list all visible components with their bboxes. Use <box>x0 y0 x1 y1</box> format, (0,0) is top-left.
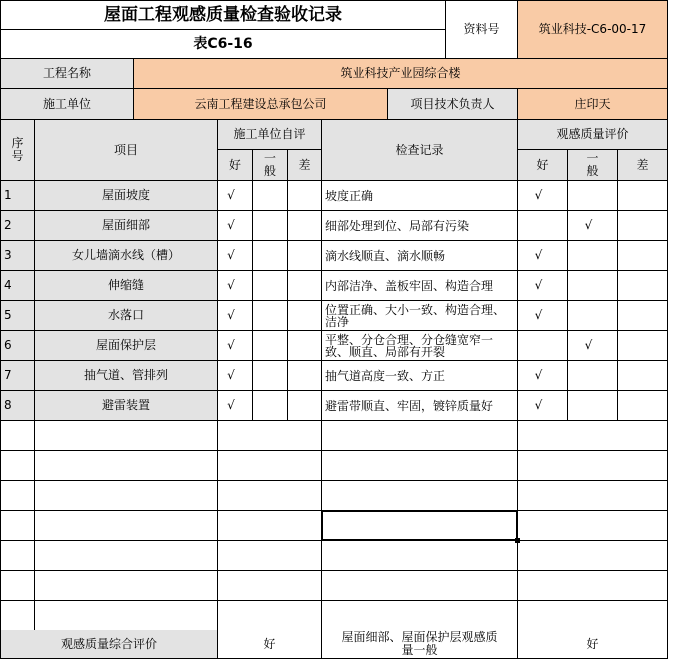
overall-eval-label: 观感质量综合评价 <box>0 630 218 659</box>
col-self-poor: 差 <box>288 150 322 181</box>
empty-cell[interactable] <box>218 571 322 601</box>
row-self-good[interactable]: √ <box>218 391 253 421</box>
row-record[interactable]: 内部洁净、盖板牢固、构造合理 <box>322 271 518 301</box>
empty-cell[interactable] <box>0 511 35 541</box>
empty-cell[interactable] <box>0 601 35 631</box>
row-quality-general[interactable] <box>568 391 618 421</box>
row-quality-good[interactable]: √ <box>518 301 568 331</box>
col-self-eval-header: 施工单位自评 <box>218 120 322 150</box>
empty-cell[interactable] <box>518 601 668 631</box>
empty-cell[interactable] <box>218 421 322 451</box>
row-quality-good[interactable]: √ <box>518 391 568 421</box>
row-item: 避雷装置 <box>35 391 218 421</box>
row-seq: 8 <box>0 391 35 421</box>
empty-cell[interactable] <box>322 481 518 511</box>
selected-cell[interactable] <box>321 510 518 541</box>
contractor-value[interactable]: 云南工程建设总承包公司 <box>134 89 388 120</box>
empty-cell[interactable] <box>0 481 35 511</box>
row-quality-general[interactable]: √ <box>568 211 618 241</box>
empty-cell[interactable] <box>518 511 668 541</box>
row-self-general[interactable] <box>253 271 288 301</box>
col-item-header: 项目 <box>35 120 218 181</box>
row-self-poor[interactable] <box>288 331 322 361</box>
col-quality-general: 一 般 <box>568 150 618 181</box>
overall-self-result[interactable]: 好 <box>218 630 322 659</box>
col-quality-eval-header: 观感质量评价 <box>518 120 668 150</box>
contractor-label: 施工单位 <box>0 89 134 120</box>
empty-cell[interactable] <box>518 571 668 601</box>
empty-cell[interactable] <box>218 451 322 481</box>
row-self-general[interactable] <box>253 361 288 391</box>
project-name-label: 工程名称 <box>0 59 134 89</box>
form-title: 屋面工程观感质量检查验收记录 <box>0 0 446 30</box>
empty-cell[interactable] <box>518 541 668 571</box>
row-seq: 6 <box>0 331 35 361</box>
row-quality-poor[interactable] <box>618 301 668 331</box>
row-self-poor[interactable] <box>288 271 322 301</box>
row-quality-good[interactable]: √ <box>518 241 568 271</box>
row-quality-general[interactable] <box>568 301 618 331</box>
row-self-good[interactable]: √ <box>218 211 253 241</box>
empty-cell[interactable] <box>35 511 218 541</box>
row-item: 伸缩缝 <box>35 271 218 301</box>
empty-cell[interactable] <box>518 421 668 451</box>
col-record-header: 检查记录 <box>322 120 518 181</box>
empty-cell[interactable] <box>322 421 518 451</box>
row-self-general[interactable] <box>253 391 288 421</box>
row-self-poor[interactable] <box>288 391 322 421</box>
row-quality-good[interactable]: √ <box>518 271 568 301</box>
row-quality-general[interactable]: √ <box>568 331 618 361</box>
row-quality-good[interactable] <box>518 331 568 361</box>
row-item: 屋面细部 <box>35 211 218 241</box>
empty-cell[interactable] <box>218 541 322 571</box>
row-record[interactable]: 位置正确、大小一致、构造合理、洁净 <box>322 301 518 331</box>
row-seq: 1 <box>0 181 35 211</box>
row-self-good[interactable]: √ <box>218 181 253 211</box>
row-self-good[interactable]: √ <box>218 331 253 361</box>
row-quality-good[interactable]: √ <box>518 361 568 391</box>
row-self-general[interactable] <box>253 181 288 211</box>
row-self-general[interactable] <box>253 301 288 331</box>
empty-cell[interactable] <box>35 601 218 631</box>
empty-cell[interactable] <box>518 451 668 481</box>
row-record[interactable]: 平整、分仓合理、分仓缝宽窄一致、顺直、局部有开裂 <box>322 331 518 361</box>
row-record[interactable]: 细部处理到位、局部有污染 <box>322 211 518 241</box>
row-quality-poor[interactable] <box>618 271 668 301</box>
project-name-value[interactable]: 筑业科技产业园综合楼 <box>134 59 668 89</box>
doc-no-value[interactable]: 筑业科技-C6-00-17 <box>518 0 668 59</box>
empty-cell[interactable] <box>218 601 322 631</box>
row-quality-good[interactable]: √ <box>518 181 568 211</box>
empty-cell[interactable] <box>0 571 35 601</box>
empty-cell[interactable] <box>35 541 218 571</box>
row-quality-good[interactable] <box>518 211 568 241</box>
empty-cell[interactable] <box>322 571 518 601</box>
col-quality-poor: 差 <box>618 150 668 181</box>
empty-cell[interactable] <box>218 511 322 541</box>
empty-cell[interactable] <box>518 481 668 511</box>
empty-cell[interactable] <box>35 481 218 511</box>
row-self-general[interactable] <box>253 211 288 241</box>
row-quality-general[interactable] <box>568 361 618 391</box>
row-record[interactable]: 滴水线顺直、滴水顺畅 <box>322 241 518 271</box>
row-self-poor[interactable] <box>288 181 322 211</box>
row-self-good[interactable]: √ <box>218 271 253 301</box>
row-self-poor[interactable] <box>288 211 322 241</box>
row-seq: 7 <box>0 361 35 391</box>
row-quality-general[interactable] <box>568 271 618 301</box>
row-self-general[interactable] <box>253 241 288 271</box>
row-seq: 4 <box>0 271 35 301</box>
table-number: 表C6-16 <box>0 30 446 59</box>
row-record[interactable]: 抽气道高度一致、方正 <box>322 361 518 391</box>
empty-cell[interactable] <box>322 601 518 631</box>
row-self-good[interactable]: √ <box>218 241 253 271</box>
empty-cell[interactable] <box>0 541 35 571</box>
empty-cell[interactable] <box>322 541 518 571</box>
tech-lead-label: 项目技术负责人 <box>388 89 518 120</box>
row-self-good[interactable]: √ <box>218 301 253 331</box>
row-seq: 2 <box>0 211 35 241</box>
row-record[interactable]: 坡度正确 <box>322 181 518 211</box>
row-record[interactable]: 避雷带顺直、牢固，镀锌质量好 <box>322 391 518 421</box>
overall-record[interactable]: 屋面细部、屋面保护层观感质量一般 <box>322 630 518 659</box>
empty-cell[interactable] <box>0 421 35 451</box>
empty-cell[interactable] <box>0 451 35 481</box>
row-self-poor[interactable] <box>288 361 322 391</box>
row-self-poor[interactable] <box>288 241 322 271</box>
empty-cell[interactable] <box>35 451 218 481</box>
row-quality-poor[interactable] <box>618 241 668 271</box>
row-self-general[interactable] <box>253 331 288 361</box>
tech-lead-value[interactable]: 庄印天 <box>518 89 668 120</box>
row-quality-poor[interactable] <box>618 181 668 211</box>
col-seq-header: 序 号 <box>0 120 35 181</box>
row-self-good[interactable]: √ <box>218 361 253 391</box>
empty-cell[interactable] <box>322 451 518 481</box>
row-quality-poor[interactable] <box>618 361 668 391</box>
overall-quality-result[interactable]: 好 <box>518 630 668 659</box>
row-quality-poor[interactable] <box>618 331 668 361</box>
row-seq: 3 <box>0 241 35 271</box>
row-item: 屋面保护层 <box>35 331 218 361</box>
doc-no-label: 资料号 <box>446 0 518 59</box>
col-quality-good: 好 <box>518 150 568 181</box>
col-self-general: 一 般 <box>253 150 288 181</box>
row-item: 水落口 <box>35 301 218 331</box>
col-self-good: 好 <box>218 150 253 181</box>
row-seq: 5 <box>0 301 35 331</box>
row-quality-general[interactable] <box>568 181 618 211</box>
empty-cell[interactable] <box>35 571 218 601</box>
row-item: 抽气道、管排列 <box>35 361 218 391</box>
row-item: 屋面坡度 <box>35 181 218 211</box>
row-self-poor[interactable] <box>288 301 322 331</box>
row-quality-poor[interactable] <box>618 391 668 421</box>
empty-cell[interactable] <box>218 481 322 511</box>
empty-cell[interactable] <box>35 421 218 451</box>
row-item: 女儿墙滴水线（槽） <box>35 241 218 271</box>
row-quality-general[interactable] <box>568 241 618 271</box>
row-quality-poor[interactable] <box>618 211 668 241</box>
